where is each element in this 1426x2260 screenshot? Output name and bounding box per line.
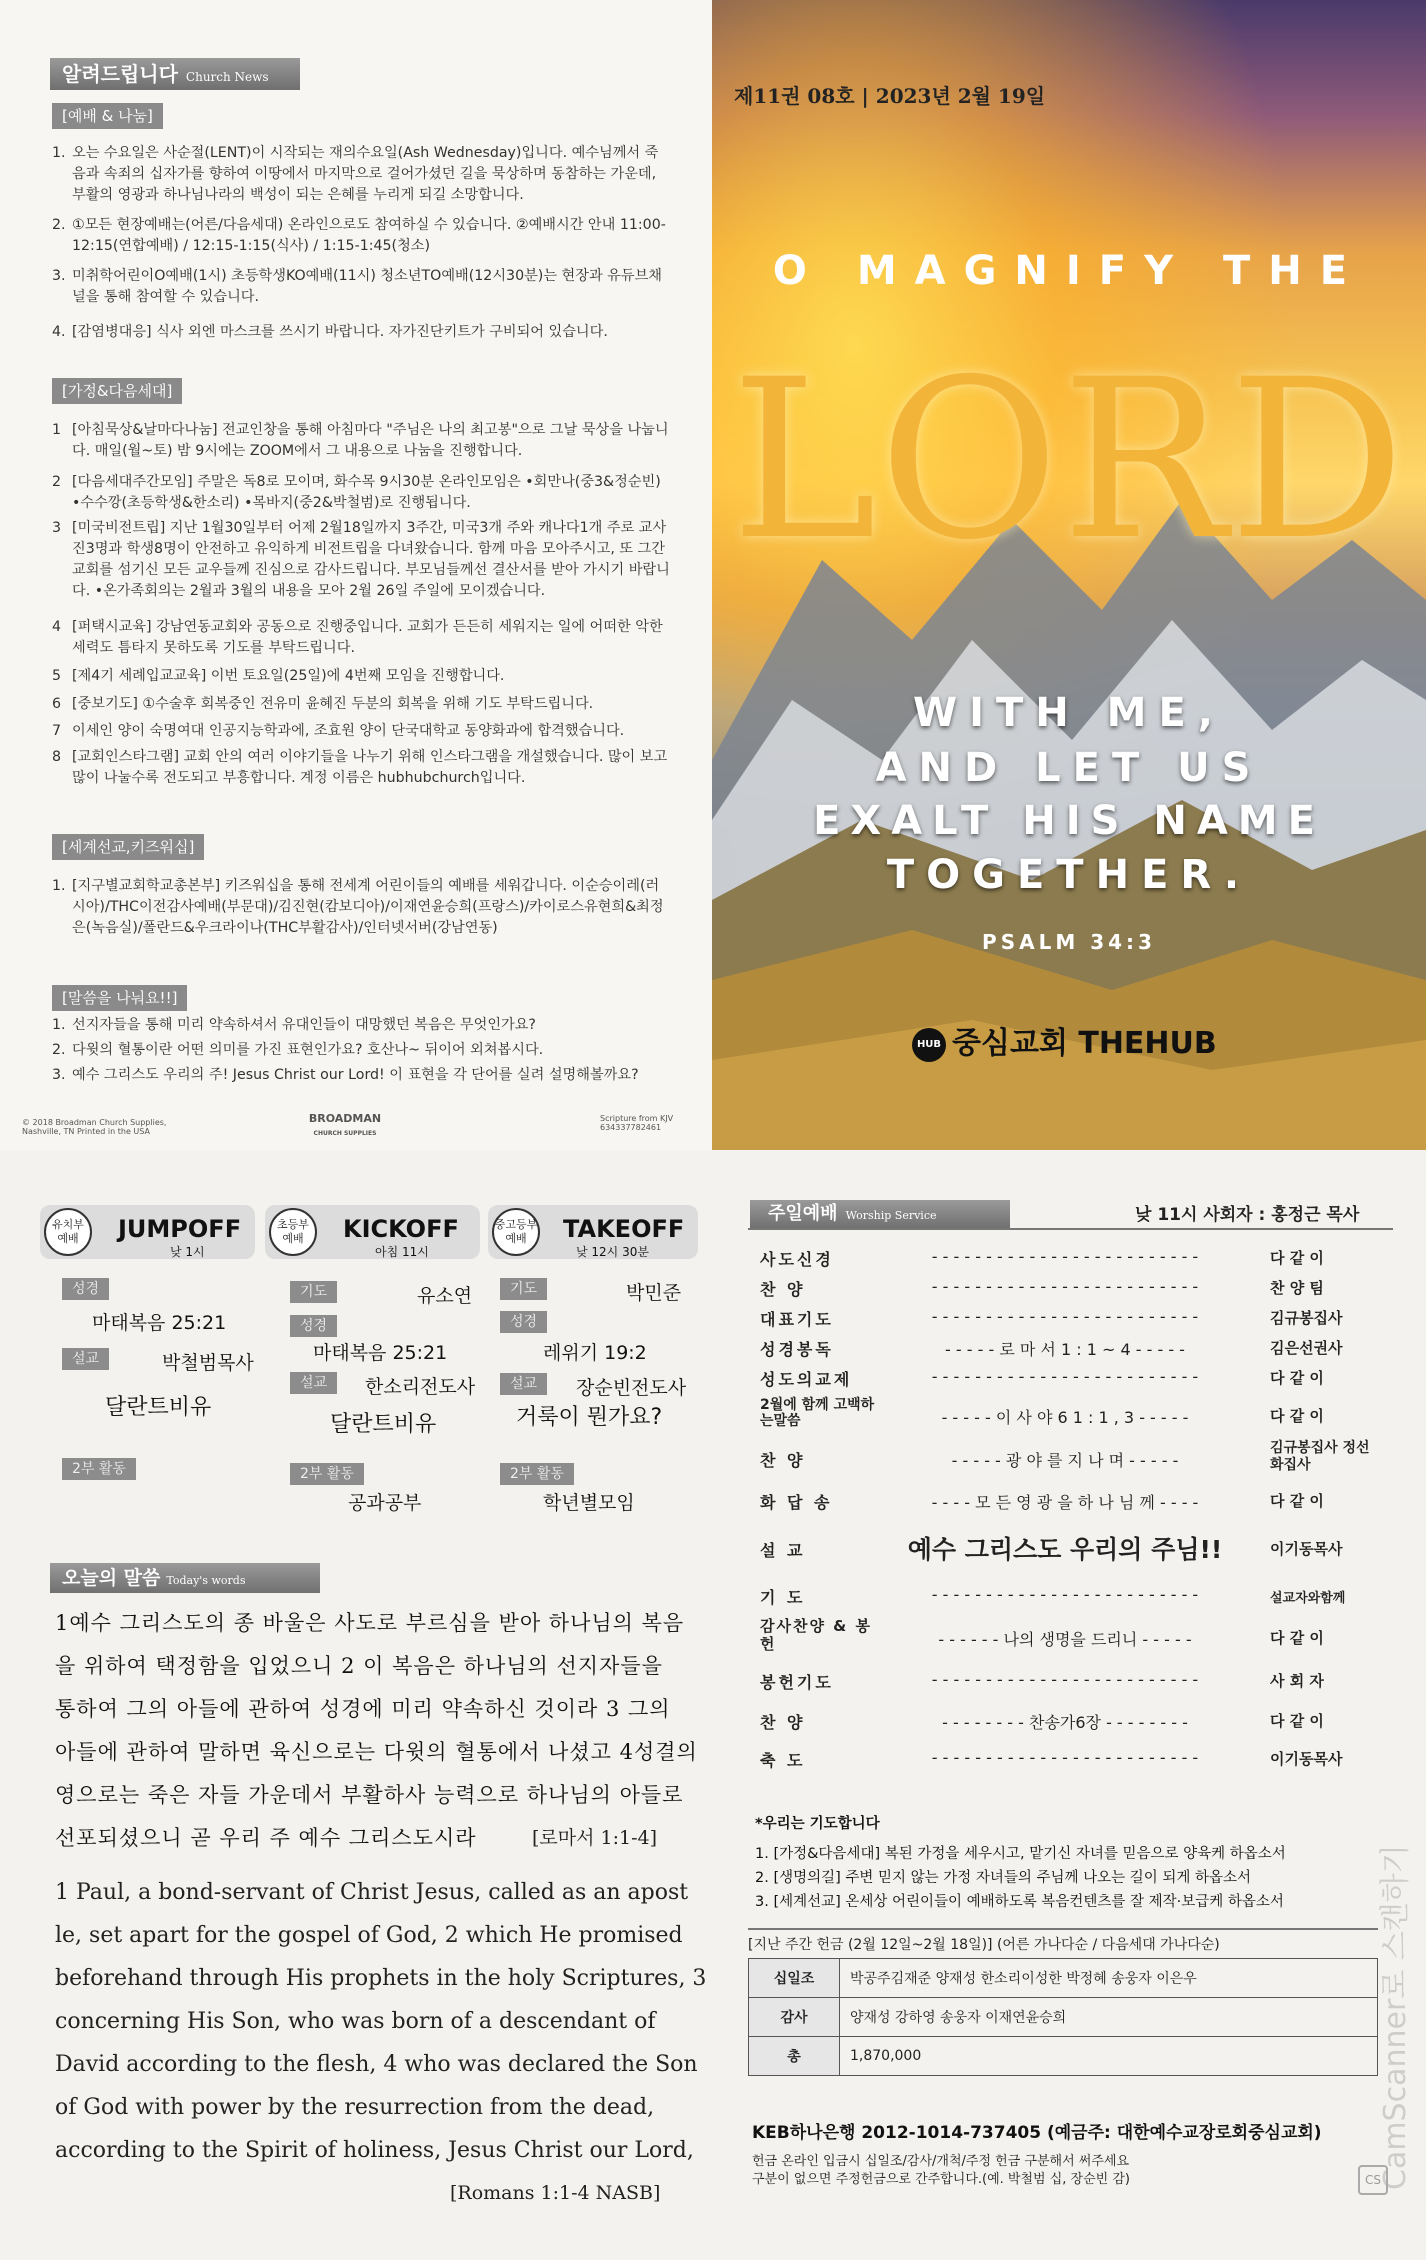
kid-time: 낮 1시 [170, 1245, 205, 1259]
news-tag-mission: [세계선교,키즈워십] [52, 834, 204, 860]
service-time-leader: 낮 11시 사회자 : 홍정근 목사 [1135, 1205, 1360, 1225]
order-label: 설 교 [760, 1541, 806, 1560]
order-detail: - - - - - 로 마 서 1 : 1 ~ 4 - - - - - [945, 1340, 1185, 1359]
psalm-reference: PSALM 34:3 [982, 930, 1156, 954]
order-detail: - - - - - 이 사 야 6 1 : 1 , 3 - - - - - [941, 1408, 1189, 1427]
news-item: 3 [미국비전트립] 지난 1월30일부터 어제 2월18일까지 3주간, 미국3개 주와 캐나다1개 주로 교사진3명과 학생8명이 안전하고 유익하게 비전트립을 다녀왔습니다. 함께 마음 모아주시고, 또 그간 교회를 섬기신 모든 교우들께 진심으로 감사드립니다. 부모님들께선 결산서를 받아 가시기 바랍니다. •온가족회의는 2월과 3월의 내용을 모아 2월 26일 주일에 모이겠습니다. [52, 520, 670, 599]
order-detail: - - - - - - - - - - - - - - - - - - - - - - - - - [931, 1585, 1199, 1604]
offering-type: 총 [749, 2037, 840, 2076]
offering-total: 1,870,000 [840, 2037, 1378, 2076]
korean-verse-line: 선포되셨으니 곧 우리 주 예수 그리스도시라 [55, 1826, 477, 1850]
kid-scripture: 마태복음 25:21 [92, 1312, 227, 1334]
news-item: 4 [퍼택시교육] 강남연동교회와 공동으로 진행중입니다. 교회가 든든히 세워지는 일에 어떠한 악한 세력도 틈타지 못하도록 기도를 부탁드립니다. [52, 619, 663, 656]
english-verse-reference: [Romans 1:1-4 NASB] [450, 2182, 661, 2204]
prayer-item: 3. [세계선교] 온세상 어린이들이 예배하도록 복음컨텐츠를 잘 제작·보급케 하옵소서 [755, 1894, 1284, 1910]
prayer-title: *우리는 기도합니다 [755, 1816, 880, 1832]
order-detail: - - - - - 광 야 를 지 나 며 - - - - - [951, 1451, 1179, 1470]
kid-time: 낮 12시 30분 [576, 1245, 649, 1259]
order-detail: - - - - - - - - - - - - - - - - - - - - - - - - - [931, 1277, 1199, 1296]
news-item: 2. ①모든 현장예배는(어른/다음세대) 온라인으로도 참여하실 수 있습니다. ②예배시간 안내 11:00-12:15(연합예배) / 12:15-1:15(식사) / 1:15-1:45(청소) [52, 217, 666, 254]
order-label: 대표기도 [760, 1310, 834, 1329]
order-label: 사도신경 [760, 1250, 834, 1269]
kid-badge: 초등부 예배 [269, 1208, 317, 1256]
order-label: 찬 양 [760, 1280, 806, 1299]
kid-badge: 유치부 예배 [44, 1208, 92, 1256]
cover-headline-3: AND LET US [875, 745, 1263, 791]
takeoff-column [488, 1205, 708, 1525]
order-detail: - - - - - - 나의 생명을 드리니 - - - - - [938, 1630, 1192, 1649]
order-label: 봉헌기도 [760, 1673, 834, 1692]
order-leader: 다 같 이 [1270, 1249, 1324, 1267]
order-leader: 김규봉집사 [1270, 1309, 1343, 1327]
order-leader: 김규봉집사 정선화집사 [1270, 1440, 1370, 1473]
camscanner-icon: CS [1358, 2165, 1388, 2195]
order-leader: 사 회 자 [1270, 1672, 1324, 1690]
kid-tag: 기도 [500, 1278, 547, 1300]
prayer-item: 1. [가정&다음세대] 복된 가정을 세우시고, 맡기신 자녀를 믿음으로 양육케 하옵소서 [755, 1846, 1286, 1862]
kid-time: 아침 11시 [375, 1245, 429, 1259]
order-label: 2월에 함께 고백하는말씀 [760, 1397, 875, 1429]
church-logo: HUB 중심교회 THEHUB [912, 1018, 1217, 1062]
order-leader: 다 같 이 [1270, 1369, 1324, 1387]
kid-tag: 기도 [290, 1281, 337, 1303]
issue-date: 제11권 08호 | 2023년 2월 19일 [734, 84, 1046, 108]
english-verse-line: 1 Paul, a bond-servant of Christ Jesus, called as an apost [55, 1880, 689, 1905]
kid-tag: 2부 활동 [62, 1458, 136, 1480]
korean-verse-line: 통하여 그의 아들에 관하여 성경에 미리 약속하신 것이라 3 그의 [55, 1697, 671, 1721]
order-label: 성도의교제 [760, 1370, 853, 1389]
order-leader: 다 같 이 [1270, 1629, 1324, 1647]
order-label: 성경봉독 [760, 1340, 834, 1359]
news-item: 3. 미취학어린이O예배(1시) 초등학생KO예배(11시) 청소년TO예배(12시30분)는 현장과 유듀브채널을 통해 참여할 수 있습니다. [52, 268, 662, 305]
order-leader: 찬 양 팀 [1270, 1279, 1324, 1297]
english-verse-line: of God with power by the resurrection from the dead, [55, 2095, 655, 2120]
kid-activity: 학년별모임 [543, 1492, 635, 1514]
news-item: 1. 오는 수요일은 사순절(LENT)이 시작되는 재의수요일(Ash Wednesday)입니다. 예수님께서 죽음과 속죄의 십자가를 향하여 이땅에서 마지막으로 걸어가셨던 길을 묵상하며 동참하는 가운데, 부활의 영광과 하나님나라의 백성이 되는 은혜를 누리게 되길 소망합니다. [52, 145, 659, 203]
english-verse-line: le, set apart for the gospel of God, 2 which He promised [55, 1923, 683, 1948]
todays-word-title: 오늘의 말씀 Today's words [50, 1563, 320, 1593]
order-detail: - - - - 모 든 영 광 을 하 나 님 께 - - - - [931, 1493, 1199, 1512]
english-verse-line: according to the Spirit of holiness, Jesus Christ our Lord, [55, 2138, 694, 2163]
order-label: 찬 양 [760, 1713, 806, 1732]
kid-tag: 2부 활동 [500, 1463, 574, 1485]
news-tag-family: [가정&다음세대] [52, 378, 182, 404]
cover-headline-4: EXALT HIS NAME [813, 798, 1325, 844]
kid-preacher: 한소리전도사 [365, 1376, 476, 1398]
hub-logo-icon: HUB [912, 1028, 946, 1062]
bank-note: 헌금 온라인 입금시 십일조/감사/개척/주정 헌금 구분해서 써주세요 [752, 2154, 1129, 2169]
offering-names: 양재성 강하영 송웅자 이재연윤승희 [840, 1998, 1378, 2037]
offering-type: 감사 [749, 1998, 840, 2037]
order-detail: - - - - - - - - 찬송가6장 - - - - - - - - [942, 1713, 1188, 1732]
order-label: 찬 양 [760, 1451, 806, 1470]
kid-preacher: 박철범목사 [162, 1352, 254, 1374]
news-item: 1 [아침묵상&날마다나눔] 전교인창을 통해 아침마다 "주님은 나의 최고봉"으로 그날 묵상을 나눕니다. 매일(월~토) 밤 9시에는 ZOOM에서 그 내용으로 나눔을 진행합니다. [52, 422, 669, 459]
kid-prayer: 박민준 [626, 1282, 682, 1304]
table-row [749, 2037, 1378, 2076]
korean-verse-line: 아들에 관하여 말하면 육신으로는 다윗의 혈통에서 나셨고 4성결의 [55, 1740, 698, 1764]
kid-tag: 성경 [62, 1278, 109, 1300]
bank-note: 구분이 없으면 주정헌금으로 간주합니다.(예. 박철범 십, 장순빈 감) [752, 2172, 1130, 2187]
kid-tag: 설교 [500, 1373, 547, 1395]
kid-scripture: 마태복음 25:21 [313, 1342, 448, 1364]
order-detail: - - - - - - - - - - - - - - - - - - - - - - - - - [931, 1748, 1199, 1767]
bank-account: KEB하나은행 2012-1014-737405 (예금주: 대한예수교장로회중심교회) [752, 2123, 1322, 2143]
kid-scripture: 레위기 19:2 [543, 1342, 647, 1364]
kid-program-name: KICKOFF [343, 1215, 459, 1243]
order-leader: 이기동목사 [1270, 1750, 1343, 1768]
order-leader: 다 같 이 [1270, 1712, 1324, 1730]
order-leader: 다 같 이 [1270, 1407, 1324, 1425]
cover-headline-2: WITH ME, [912, 690, 1225, 736]
publisher-footer: © 2018 Broadman Church Supplies, Nashville, TN Printed in the USA [22, 1118, 167, 1136]
english-verse-line: David according to the flesh, 4 who was declared the Son [55, 2052, 698, 2077]
news-tag-word: [말씀을 나눠요!!] [52, 985, 187, 1011]
news-item: 4. [감염병대응] 식사 외엔 마스크를 쓰시기 바랍니다. 자가진단키트가 구비되어 있습니다. [52, 324, 608, 340]
church-news-panel [0, 0, 712, 1150]
kid-sermon: 달란트비유 [105, 1395, 212, 1420]
cover-image [712, 0, 1426, 1150]
offering-header: [지난 주간 헌금 (2월 12일~2월 18일)] (어른 가나다순 / 다음세대 가나다순) [748, 1928, 1378, 1954]
korean-verse-line: 1예수 그리스도의 종 바울은 사도로 부르심을 받아 하나님의 복음 [55, 1611, 685, 1635]
kid-program-name: JUMPOFF [118, 1215, 242, 1243]
english-verse-line: beforehand through His prophets in the holy Scriptures, 3 [55, 1966, 707, 1991]
offering-names: 박공주김재준 양재성 한소리이성한 박정혜 송웅자 이은우 [840, 1959, 1378, 1998]
news-item: 1. [지구별교회학교총본부] 키즈워십을 통해 전세계 어린이들의 예배를 세워갑니다. 이순승이레(러시아)/THC이전감사예배(부문대)/김진현(캄보디아)/이재연윤승희(프랑스)/카이로스유현희&최정은(녹음실)/폴란드&우크라이나(THC부활감사)/인터넷서버(강남연동) [52, 878, 664, 936]
news-item: 6 [중보기도] ①수술후 회복중인 전유미 윤혜진 두분의 회복을 위해 기도 부탁드립니다. [52, 696, 594, 712]
news-item: 5 [제4기 세례입교교육] 이번 토요일(25일)에 4번째 모임을 진행합니다. [52, 668, 505, 684]
order-detail: - - - - - - - - - - - - - - - - - - - - - - - - - [931, 1247, 1199, 1266]
news-item: 2. 다윗의 혈통이란 어떤 의미를 가진 표현인가요? 호산나~ 뒤이어 외쳐봅시다. [52, 1042, 544, 1058]
order-leader: 다 같 이 [1270, 1492, 1324, 1510]
scripture-footer: Scripture from KJV 634337782461 [600, 1114, 674, 1132]
scanner-watermark: CamScanner로 스캔하기 [1378, 1844, 1413, 2190]
lord-title: LORD [730, 332, 1408, 588]
prayer-item: 2. [생명의길] 주변 믿지 않는 가정 자녀들의 주님께 나오는 길이 되게 하옵소서 [755, 1870, 1252, 1886]
order-label: 축 도 [760, 1751, 806, 1770]
order-detail: - - - - - - - - - - - - - - - - - - - - - - - - - [931, 1670, 1199, 1689]
kid-tag: 설교 [290, 1372, 337, 1394]
kid-tag: 성경 [500, 1311, 547, 1333]
order-leader: 김은선권사 [1270, 1339, 1343, 1357]
kid-tag: 성경 [290, 1315, 337, 1337]
kid-sermon: 거룩이 뭔가요? [516, 1405, 663, 1430]
kid-tag: 설교 [62, 1348, 109, 1370]
order-label: 화 답 송 [760, 1493, 833, 1512]
offering-type: 십일조 [749, 1959, 840, 1998]
broadman-logo: BROADMAN CHURCH SUPPLIES [308, 1112, 382, 1137]
offering-table [748, 1958, 1378, 2076]
cover-headline-5: TOGETHER. [886, 852, 1252, 898]
order-label: 감사찬양 & 봉헌 [760, 1617, 872, 1653]
news-title: 알려드립니다 Church News [50, 58, 300, 90]
kid-program-name: TAKEOFF [563, 1215, 685, 1243]
news-item: 2 [다음세대주간모임] 주말은 독8로 모이며, 화수목 9시30분 온라인모임은 •회만나(중3&정순빈) •수수깡(초등학생&한소리) •목바지(중2&박철범)로 진행됩니다. [52, 474, 661, 511]
english-verse-line: concerning His Son, who was born of a descendant of [55, 2009, 656, 2034]
kid-prayer: 유소연 [417, 1285, 473, 1307]
order-leader: 설교자와함께 [1270, 1591, 1346, 1606]
kid-preacher: 장순빈전도사 [576, 1377, 687, 1399]
order-detail: - - - - - - - - - - - - - - - - - - - - - - - - - [931, 1367, 1199, 1386]
korean-verse-line: 을 위하여 택정함을 입었으니 2 이 복음은 하나님의 선지자들을 [55, 1654, 663, 1678]
order-label: 기 도 [760, 1588, 806, 1607]
kid-sermon: 달란트비유 [330, 1412, 437, 1437]
kid-badge: 중고등부 예배 [492, 1208, 540, 1256]
kid-tag: 2부 활동 [290, 1463, 364, 1485]
korean-verse-reference: [로마서 1:1-4] [532, 1827, 658, 1849]
korean-verse-line: 영으로는 죽은 자들 가운데서 부활하사 능력으로 하나님의 아들로 [55, 1783, 684, 1807]
news-tag-worship: [예배 & 나눔] [52, 103, 163, 129]
kid-activity: 공과공부 [348, 1492, 422, 1514]
news-item: 8 [교회인스타그램] 교회 안의 여러 이야기들을 나누기 위해 인스타그램을 개설했습니다. 많이 보고 많이 나눌수록 전도되고 부흥합니다. 계정 이름은 hubhubchurch입니다. [52, 749, 668, 786]
jumpoff-column [40, 1205, 260, 1485]
table-row [749, 1998, 1378, 2037]
kickoff-column [265, 1205, 485, 1525]
sermon-title: 예수 그리스도 우리의 주님!! [907, 1535, 1223, 1564]
news-item: 7 이세인 양이 숙명여대 인공지능학과에, 조효원 양이 단국대학교 동양화과에 합격했습니다. [52, 723, 625, 739]
news-item: 1. 선지자들을 통해 미리 약속하셔서 유대인들이 대망했던 복음은 무엇인가요? [52, 1017, 536, 1033]
cover-headline-1: O MAGNIFY THE [772, 248, 1366, 294]
divider [748, 1228, 1393, 1230]
order-leader: 이기동목사 [1270, 1540, 1343, 1558]
order-detail: - - - - - - - - - - - - - - - - - - - - - - - - - [931, 1307, 1199, 1326]
worship-service-title: 주일예배 Worship Service [750, 1200, 1010, 1228]
table-row [749, 1959, 1378, 1998]
news-item: 3. 예수 그리스도 우리의 주! Jesus Christ our Lord! 이 표현을 각 단어를 실려 설명해볼까요? [52, 1067, 639, 1083]
